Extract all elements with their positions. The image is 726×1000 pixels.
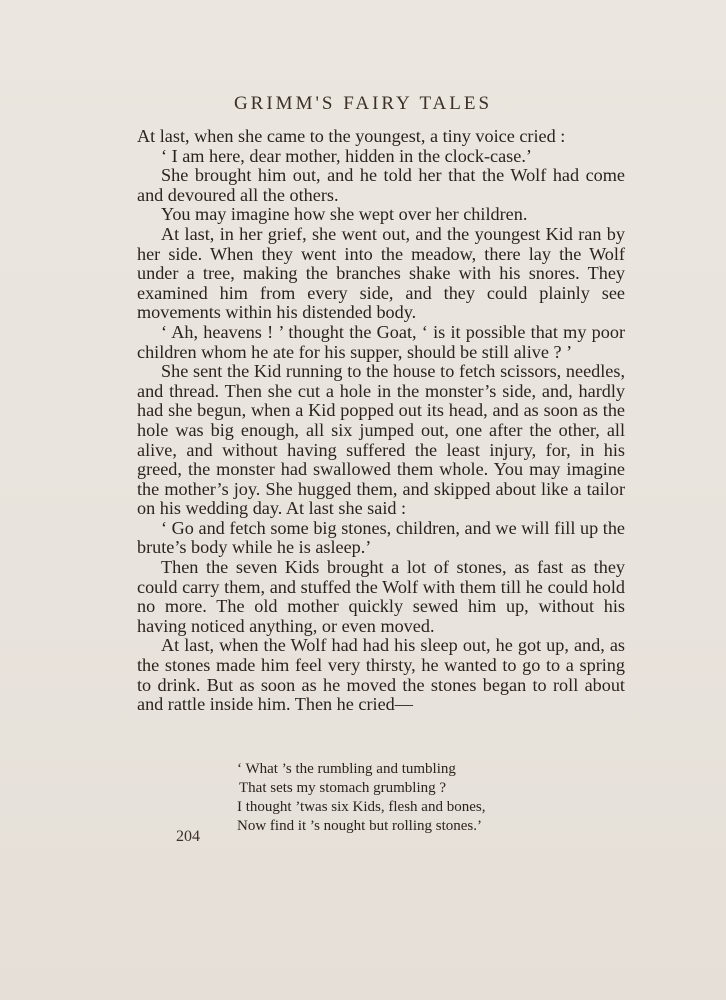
- paragraph: She brought him out, and he told her that the Wolf had come and devoured all the others.: [137, 165, 625, 205]
- paragraph: ‘ I am here, dear mother, hidden in the clock-case.’: [161, 145, 532, 166]
- paragraph: Then the seven Kids brought a lot of stones, as fast as they could carry them, and stuffed the Wolf with them till he could hold no more. The old mother quickly sewed him up, without his having noticed anything, or even moved.: [137, 557, 625, 636]
- paragraph: At last, in her grief, she went out, and the youngest Kid ran by her side. When they went into the meadow, there lay the Wolf under a tree, making the branches shake with his snores. They examined him from every side, and they could plainly see movements within his distended body.: [137, 223, 625, 323]
- paragraph: At last, when she came to the youngest, a tiny voice cried :: [137, 126, 566, 146]
- paragraph: At last, when the Wolf had had his sleep out, he got up, and, as the stones made him feel very thirsty, he wanted to go to a spring to drink. But as soon as he moved the stones began to roll about and rattle inside him. Then he cried—: [137, 635, 625, 715]
- page-number: 204: [176, 828, 200, 845]
- verse-line: Now find it ’s nought but rolling stones.’: [237, 818, 482, 834]
- verse-line: That sets my stomach grumbling ?: [239, 780, 447, 796]
- verse-line: ‘ What ’s the rumbling and tumbling: [237, 761, 456, 777]
- running-title: GRIMM'S FAIRY TALES: [233, 93, 493, 114]
- paragraph: She sent the Kid running to the house to fetch scissors, needles, and thread. Then she cut a hole in the monster’s side, and, hardly had she begun, when a Kid popped out its head, and as soon as the hole was big enough, all six jumped out, one after the other, all alive, and without having suffered the least injury, for, in his greed, the monster had swallowed them whole. You may imagine the mother’s joy. She hugged them, and skipped about like a tailor on his wedding day. At last she said :: [137, 361, 625, 519]
- paragraph: You may imagine how she wept over her children.: [161, 204, 528, 225]
- body-text: [137, 127, 625, 715]
- verse-line: I thought ’twas six Kids, flesh and bones,: [237, 799, 486, 815]
- paragraph: ‘ Go and fetch some big stones, children, and we will fill up the brute’s body while he is asleep.’: [137, 517, 625, 558]
- verse-block: [237, 760, 537, 836]
- paragraph: ‘ Ah, heavens ! ’ thought the Goat, ‘ is it possible that my poor children whom he ate for his supper, should be still alive ? ’: [137, 321, 625, 362]
